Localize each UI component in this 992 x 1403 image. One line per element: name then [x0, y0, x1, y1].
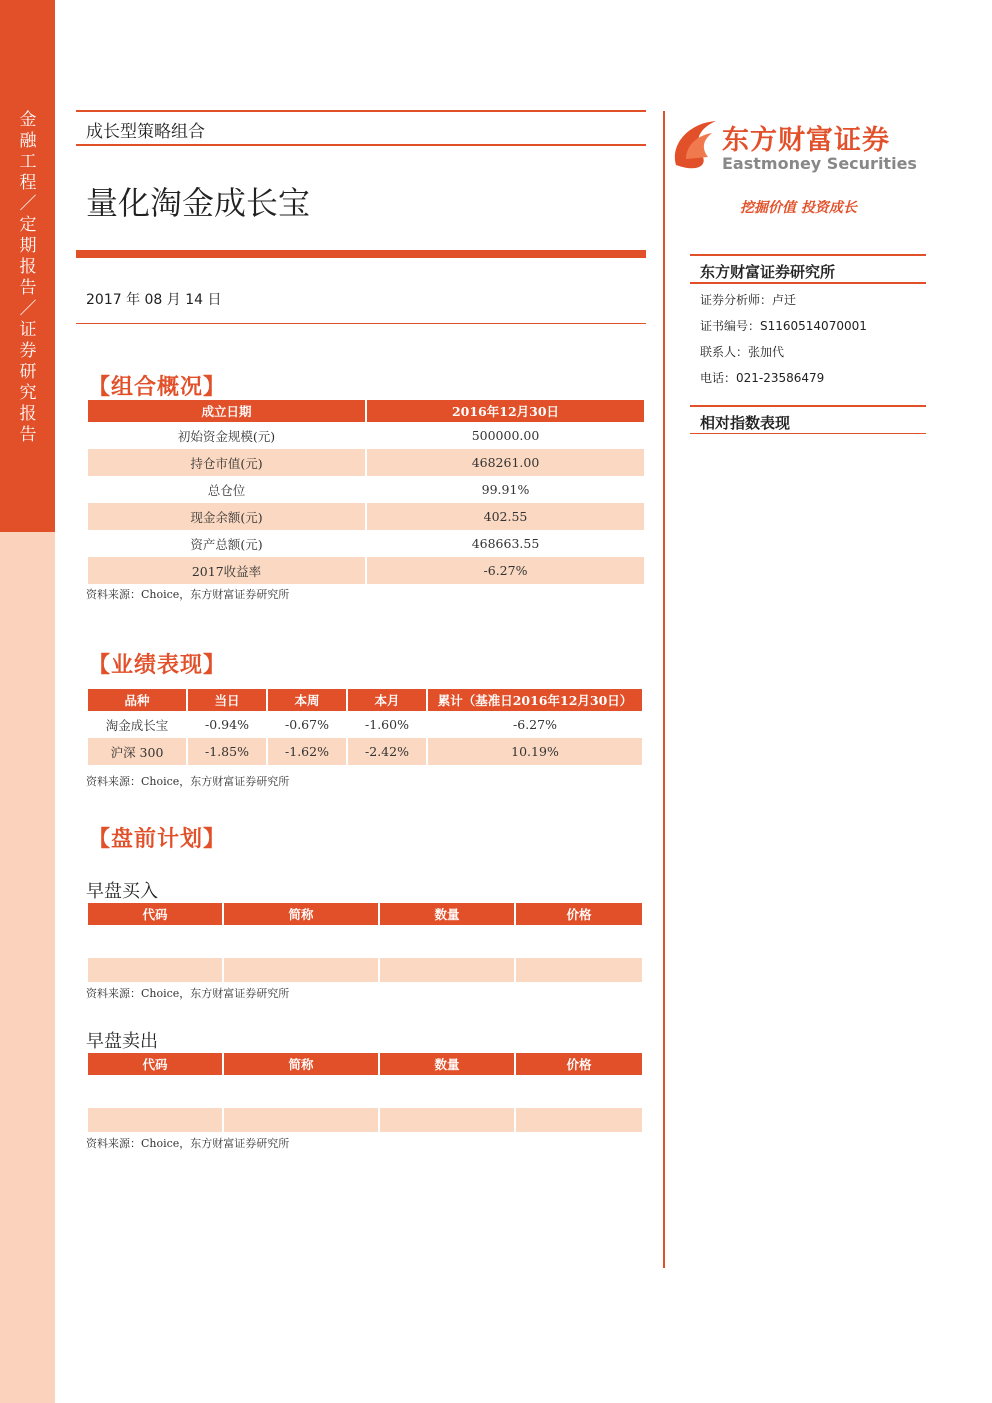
overview-source: 资料来源：Choice，东方财富证券研究所 [86, 588, 290, 601]
date-rule [76, 323, 646, 324]
column-divider [663, 111, 665, 1268]
title-bar [76, 250, 646, 258]
table-row [88, 738, 642, 765]
side-char: 告 [19, 278, 37, 298]
brand-name-en: Eastmoney Securities [722, 154, 917, 173]
table-cell [516, 1108, 642, 1132]
table-row [88, 530, 644, 557]
buy-table [86, 903, 644, 982]
sell-source: 资料来源：Choice，东方财富证券研究所 [86, 1137, 290, 1150]
side-char: 券 [19, 341, 37, 361]
header-rule-sub [76, 144, 646, 146]
table-cell [380, 925, 514, 958]
table-cell [224, 925, 378, 958]
overview-label: 资产总额(元) [88, 530, 365, 557]
performance-cell: 淘金成长宝 [88, 711, 186, 738]
performance-head-month: 本月 [348, 689, 426, 711]
performance-cell: -1.85% [188, 738, 266, 765]
overview-label: 现金余额(元) [88, 503, 365, 530]
relative-rule-top [690, 405, 926, 407]
overview-head-value: 2016年12月30日 [367, 400, 644, 422]
table-cell [516, 958, 642, 982]
sell-head-code: 代码 [88, 1053, 222, 1075]
side-char: 究 [19, 383, 37, 403]
cert-number: 证书编号：S1160514070001 [700, 319, 867, 333]
institute-name: 东方财富证券研究所 [700, 263, 836, 281]
table-cell [88, 958, 222, 982]
relative-index-heading: 相对指数表现 [700, 414, 791, 432]
institute-rule-bottom [690, 282, 926, 284]
table-row [88, 711, 642, 738]
table-row [88, 422, 644, 449]
table-cell [380, 1108, 514, 1132]
table-cell [516, 1075, 642, 1108]
table-cell [224, 958, 378, 982]
table-row [88, 925, 642, 958]
table-cell [224, 1108, 378, 1132]
side-band-bottom [0, 532, 55, 1403]
overview-heading: 【组合概况】 [88, 374, 227, 400]
overview-value: 468663.55 [367, 530, 644, 557]
buy-source: 资料来源：Choice，东方财富证券研究所 [86, 987, 290, 1000]
side-category-label [17, 110, 39, 446]
institute-rule-top [690, 254, 926, 256]
performance-source: 资料来源：Choice，东方财富证券研究所 [86, 775, 290, 788]
side-char: 报 [19, 404, 37, 424]
table-cell [88, 1075, 222, 1108]
side-char: 期 [19, 236, 37, 256]
performance-cell: 沪深 300 [88, 738, 186, 765]
report-title: 量化淘金成长宝 [86, 184, 311, 222]
relative-rule-bottom [690, 433, 926, 434]
performance-cell: -0.67% [268, 711, 346, 738]
buy-head-code: 代码 [88, 903, 222, 925]
table-cell [380, 958, 514, 982]
buy-title: 早盘买入 [86, 881, 158, 902]
table-row [88, 476, 644, 503]
contact-person: 联系人：张加代 [700, 345, 785, 359]
table-cell [224, 1075, 378, 1108]
performance-head-name: 品种 [88, 689, 186, 711]
plan-heading: 【盘前计划】 [88, 826, 227, 852]
side-char: 工 [19, 152, 37, 172]
overview-value: 99.91% [367, 476, 644, 503]
table-cell [88, 1108, 222, 1132]
sell-head-name: 简称 [224, 1053, 378, 1075]
performance-heading: 【业绩表现】 [88, 652, 227, 678]
performance-head-cumulative: 累计（基准日2016年12月30日） [428, 689, 642, 711]
table-row [88, 557, 644, 584]
performance-table [86, 689, 644, 765]
buy-head-name: 简称 [224, 903, 378, 925]
overview-value: 500000.00 [367, 422, 644, 449]
buy-head-qty: 数量 [380, 903, 514, 925]
sell-title: 早盘卖出 [86, 1031, 158, 1052]
performance-cell: -1.60% [348, 711, 426, 738]
side-char: 程 [19, 173, 37, 193]
side-char: 金 [19, 110, 37, 130]
sell-head-qty: 数量 [380, 1053, 514, 1075]
header-rule-top [76, 110, 646, 112]
side-char: 研 [19, 362, 37, 382]
overview-label: 2017收益率 [88, 557, 365, 584]
performance-head-week: 本周 [268, 689, 346, 711]
table-row [88, 449, 644, 476]
side-char: 告 [19, 425, 37, 445]
performance-head-day: 当日 [188, 689, 266, 711]
brand-slogan: 挖掘价值 投资成长 [740, 200, 857, 216]
table-cell [516, 925, 642, 958]
table-cell [88, 925, 222, 958]
table-row [88, 1075, 642, 1108]
performance-cell: -2.42% [348, 738, 426, 765]
sell-head-price: 价格 [516, 1053, 642, 1075]
performance-cell: -1.62% [268, 738, 346, 765]
side-char: 证 [19, 320, 37, 340]
phone-number: 电话：021-23586479 [700, 371, 825, 385]
side-char: 融 [19, 131, 37, 151]
sell-table [86, 1053, 644, 1132]
overview-label: 初始资金规模(元) [88, 422, 365, 449]
overview-head-label: 成立日期 [88, 400, 365, 422]
overview-value: 468261.00 [367, 449, 644, 476]
side-char: ／ [19, 194, 37, 214]
overview-value: 402.55 [367, 503, 644, 530]
table-cell [380, 1075, 514, 1108]
overview-table [86, 400, 646, 584]
overview-value: -6.27% [367, 557, 644, 584]
performance-cell: -0.94% [188, 711, 266, 738]
performance-cell: -6.27% [428, 711, 642, 738]
table-row [88, 958, 642, 982]
overview-label: 持仓市值(元) [88, 449, 365, 476]
overview-label: 总仓位 [88, 476, 365, 503]
side-char: ／ [19, 299, 37, 319]
table-row [88, 503, 644, 530]
side-char: 报 [19, 257, 37, 277]
brand-name-cn: 东方财富证券 [722, 125, 890, 156]
performance-cell: 10.19% [428, 738, 642, 765]
side-char: 定 [19, 215, 37, 235]
table-row [88, 1108, 642, 1132]
analyst-name: 证券分析师：卢迁 [700, 293, 797, 307]
report-date: 2017 年 08 月 14 日 [86, 292, 222, 308]
report-subtitle: 成长型策略组合 [86, 122, 205, 142]
buy-head-price: 价格 [516, 903, 642, 925]
